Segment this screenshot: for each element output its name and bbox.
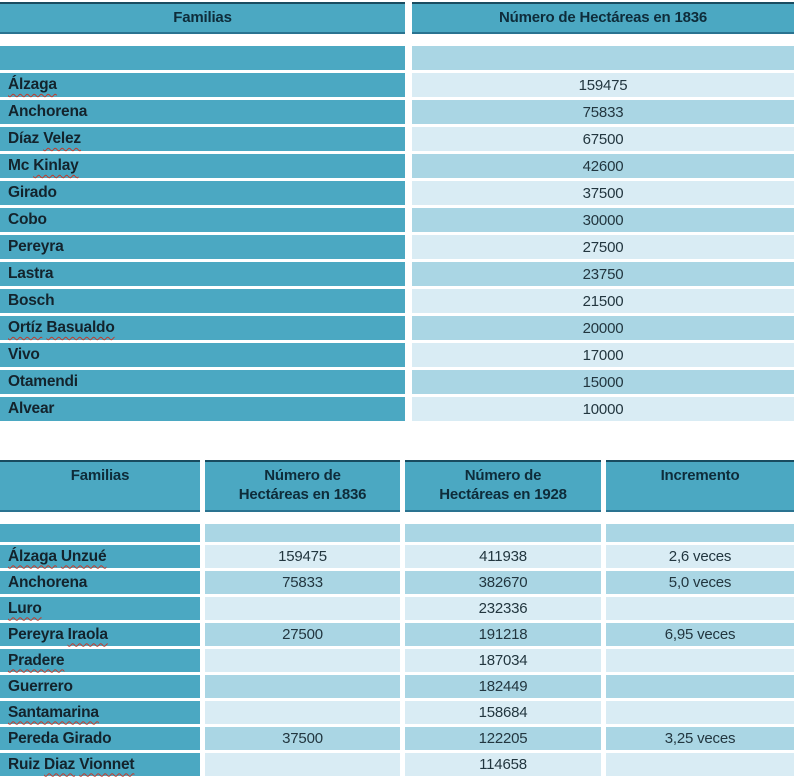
- family-word: Pereda: [8, 729, 59, 747]
- family-word: Anchorena: [8, 573, 88, 591]
- family-name-cell[interactable]: [0, 571, 200, 594]
- table1-row: [0, 397, 794, 421]
- table1-row: [0, 235, 794, 259]
- hectareas-1928-value-cell[interactable]: 182449: [405, 675, 601, 698]
- hectareas-1836-value-cell[interactable]: [205, 524, 400, 542]
- hectareas-1836-value-cell[interactable]: 27500: [205, 623, 400, 646]
- family-word: Pereyra: [8, 625, 64, 643]
- incremento-value-cell[interactable]: [606, 701, 794, 724]
- hectareas-1836-value-cell[interactable]: 67500: [412, 127, 794, 151]
- family-name-cell[interactable]: [0, 181, 405, 205]
- header-label-line: Hectáreas en 1928: [439, 486, 567, 503]
- table1-row: [0, 289, 794, 313]
- header-label-line: Número de Hectáreas en 1836: [498, 9, 708, 26]
- family-word: Díaz: [8, 130, 40, 147]
- table2-body: [0, 524, 794, 776]
- table2-row: [0, 571, 794, 594]
- family-name-cell[interactable]: [0, 753, 200, 776]
- table1-row: [0, 127, 794, 151]
- hectareas-1836-value-cell[interactable]: 42600: [412, 154, 794, 178]
- hectareas-1836-value-cell[interactable]: 21500: [412, 289, 794, 313]
- misspelled-word: Unzué: [60, 547, 107, 565]
- hectareas-1836-value-cell[interactable]: 37500: [205, 727, 400, 750]
- family-name-cell[interactable]: [0, 649, 200, 672]
- hectareas-1836-value-cell[interactable]: [205, 675, 400, 698]
- hectareas-1928-value-cell[interactable]: [405, 524, 601, 542]
- family-word: Ruiz: [8, 755, 40, 773]
- misspelled-word: Basualdo: [46, 319, 115, 336]
- misspelled-word: Luro: [8, 599, 42, 617]
- hectareas-1836-value-cell[interactable]: 30000: [412, 208, 794, 232]
- hectareas-1836-value-cell[interactable]: 75833: [205, 571, 400, 594]
- family-name-cell[interactable]: [0, 46, 405, 70]
- family-name-cell[interactable]: [0, 289, 405, 313]
- family-name-cell[interactable]: [0, 701, 200, 724]
- incremento-value-cell[interactable]: [606, 675, 794, 698]
- family-name-cell[interactable]: [0, 397, 405, 421]
- table2-row: [0, 727, 794, 750]
- hectareas-1928-value-cell[interactable]: 411938: [405, 545, 601, 568]
- hectareas-1928-value-cell[interactable]: 191218: [405, 623, 601, 646]
- table2-row: [0, 701, 794, 724]
- misspelled-word: Santamarina: [8, 703, 99, 721]
- family-name-cell[interactable]: [0, 370, 405, 394]
- family-word: Girado: [62, 729, 112, 747]
- header-label-line: Número de: [264, 467, 341, 484]
- header-label-line: Familias: [70, 467, 130, 484]
- family-word: Girado: [8, 184, 57, 201]
- hectareas-1836-value-cell[interactable]: 20000: [412, 316, 794, 340]
- misspelled-word: Velez: [43, 130, 81, 147]
- incremento-value-cell[interactable]: [606, 597, 794, 620]
- hectareas-1836-value-cell[interactable]: [412, 46, 794, 70]
- family-name-cell[interactable]: [0, 524, 200, 542]
- family-word: Bosch: [8, 292, 55, 309]
- misspelled-word: Ortíz: [8, 319, 43, 336]
- incremento-value-cell[interactable]: [606, 753, 794, 776]
- family-name-cell[interactable]: [0, 597, 200, 620]
- family-name-cell[interactable]: [0, 73, 405, 97]
- incremento-value-cell[interactable]: 3,25 veces: [606, 727, 794, 750]
- table1-spacer-row: [0, 46, 794, 70]
- family-word: Pereyra: [8, 238, 64, 255]
- hectareas-1836-value-cell[interactable]: 17000: [412, 343, 794, 367]
- table2-row: [0, 753, 794, 776]
- table2-row: [0, 597, 794, 620]
- table2-row: [0, 675, 794, 698]
- family-name-cell[interactable]: [0, 623, 200, 646]
- family-word: Alvear: [8, 400, 55, 417]
- family-word: Guerrero: [8, 677, 73, 695]
- hectareas-1928-value-cell[interactable]: 232336: [405, 597, 601, 620]
- hectareas-1836-column-header[interactable]: [205, 460, 400, 512]
- family-word: Cobo: [8, 211, 47, 228]
- family-name-cell[interactable]: [0, 316, 405, 340]
- family-name-cell[interactable]: [0, 208, 405, 232]
- family-name-cell[interactable]: [0, 154, 405, 178]
- family-name-cell[interactable]: [0, 545, 200, 568]
- misspelled-word: Kinlay: [33, 157, 79, 174]
- incremento-value-cell[interactable]: [606, 524, 794, 542]
- family-name-cell[interactable]: [0, 343, 405, 367]
- table1-header-row: [0, 2, 794, 34]
- misspelled-word: Álzaga: [8, 76, 57, 93]
- hectareas-1836-value-cell[interactable]: 159475: [205, 545, 400, 568]
- misspelled-word: Diaz: [44, 755, 76, 773]
- family-name-cell[interactable]: [0, 127, 405, 151]
- hectareas-1836-value-cell[interactable]: [205, 649, 400, 672]
- table1-row: [0, 181, 794, 205]
- hectareas-1836-value-cell[interactable]: [205, 597, 400, 620]
- family-word: Vivo: [8, 346, 40, 363]
- family-word: Anchorena: [8, 103, 88, 120]
- family-name-cell[interactable]: [0, 675, 200, 698]
- misspelled-word: Pradere: [8, 651, 65, 669]
- header-label-line: Incremento: [660, 467, 740, 484]
- table1-row: [0, 100, 794, 124]
- hectareas-1836-value-cell[interactable]: 15000: [412, 370, 794, 394]
- hectareas-1928-value-cell[interactable]: 382670: [405, 571, 601, 594]
- hectareas-1836-value-cell[interactable]: 159475: [412, 73, 794, 97]
- family-word: Mc: [8, 157, 30, 174]
- table2-row: [0, 545, 794, 568]
- header-label-line: Número de: [464, 467, 542, 484]
- hectareas-1836-value-cell[interactable]: 75833: [412, 100, 794, 124]
- hectareas-1836-value-cell[interactable]: 23750: [412, 262, 794, 286]
- table1-row: [0, 154, 794, 178]
- incremento-value-cell[interactable]: 5,0 veces: [606, 571, 794, 594]
- table2-row: [0, 623, 794, 646]
- misspelled-word: Vionnet: [79, 755, 135, 773]
- header-label-line: Hectáreas en 1836: [238, 486, 367, 503]
- incremento-value-cell[interactable]: 6,95 veces: [606, 623, 794, 646]
- misspelled-word: Álzaga: [8, 547, 57, 565]
- hectareas-1836-column-header[interactable]: [412, 2, 794, 34]
- hectareas-1928-value-cell[interactable]: 158684: [405, 701, 601, 724]
- familias-column-header[interactable]: [0, 2, 405, 34]
- table1-row: [0, 316, 794, 340]
- family-name-cell[interactable]: [0, 100, 405, 124]
- family-name-cell[interactable]: [0, 235, 405, 259]
- hectareas-1836-value-cell[interactable]: 37500: [412, 181, 794, 205]
- hectareas-1836-value-cell[interactable]: [205, 701, 400, 724]
- misspelled-word: Iraola: [67, 625, 108, 643]
- table1-row: [0, 262, 794, 286]
- table1-row: [0, 370, 794, 394]
- table2-row: [0, 649, 794, 672]
- hectareas-1836-value-cell[interactable]: 10000: [412, 397, 794, 421]
- table1-row: [0, 343, 794, 367]
- header-label-line: Familias: [173, 9, 232, 26]
- familias-column-header[interactable]: [0, 460, 200, 512]
- table-hectareas-1836: [0, 2, 794, 424]
- hectareas-1928-value-cell[interactable]: 114658: [405, 753, 601, 776]
- hectareas-1836-value-cell[interactable]: [205, 753, 400, 776]
- family-word: Otamendi: [8, 373, 78, 390]
- incremento-value-cell[interactable]: [606, 649, 794, 672]
- hectareas-1928-column-header[interactable]: [405, 460, 601, 512]
- hectareas-1836-value-cell[interactable]: 27500: [412, 235, 794, 259]
- table2-spacer-row: [0, 524, 794, 542]
- family-name-cell[interactable]: [0, 262, 405, 286]
- table2-header-row: [0, 460, 794, 512]
- hectareas-1928-value-cell[interactable]: 187034: [405, 649, 601, 672]
- family-word: Lastra: [8, 265, 54, 282]
- table1-body: [0, 46, 794, 421]
- table1-row: [0, 208, 794, 232]
- family-name-cell[interactable]: [0, 727, 200, 750]
- table-comparacion-1836-1928: [0, 460, 794, 779]
- incremento-value-cell[interactable]: 2,6 veces: [606, 545, 794, 568]
- hectareas-1928-value-cell[interactable]: 122205: [405, 727, 601, 750]
- incremento-column-header[interactable]: [606, 460, 794, 512]
- table1-row: [0, 73, 794, 97]
